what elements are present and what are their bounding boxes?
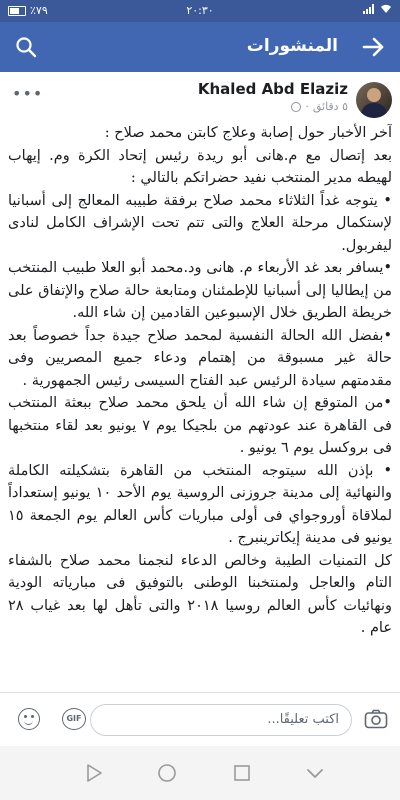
post-paragraph: •من المتوقع إن شاء الله أن يلحق محمد صلاح ببعثة المنتخب فى القاهرة عند عودتهم من بلجيكا يوم ٧ يونيو بعد لقاء منتخبها فى بروكسل يوم ٦ يونيو . (8, 395, 392, 456)
signal-icon (363, 4, 374, 14)
search-icon[interactable] (14, 35, 38, 59)
post-header (0, 72, 400, 124)
post-paragraph: كل التمنيات الطيبة وخالص الدعاء لنجمنا محمد صلاح بالشفاء التام والعاجل ولمنتخبنا الوطنى بالتوفيق فى مبارياته الودية ونهائيات كأس العالم روسيا ٢٠١٨ والتى تأهل لها بعد غياب ٢٨ عام . (8, 552, 392, 636)
status-time: ٢٠:٣٠ (186, 4, 214, 17)
system-nav-bar (0, 746, 400, 800)
status-bar (0, 0, 400, 22)
recent-apps-icon[interactable] (232, 763, 252, 783)
post-meta: ٥ دقائق · (291, 100, 348, 113)
wifi-icon (380, 4, 392, 14)
post-paragraph: •يسافر بعد غد الأربعاء م. هانى ود.محمد أبو العلا طبيب المنتخب من إيطاليا إلى أسبانيا للإطمئنان ومتابعة حالة صلاح والإتفاق على خريطة الطريق خلال الإسبوعين القادمين إن شاء الله. (8, 260, 392, 321)
post-paragraph: آخر الأخبار حول إصابة وعلاج كابتن محمد صلاح : (104, 125, 392, 141)
app-bar (0, 22, 400, 72)
post-paragraph: بعد إتصال مع م.هانى أبو ريدة رئيس إتحاد الكرة وم. إيهاب لهيطه مدير المنتخب نفيد حضراتكم بالتالي : (8, 147, 392, 186)
comment-bar (0, 692, 400, 747)
play-triangle-icon[interactable] (84, 763, 104, 783)
post-paragraph: •بفضل الله الحالة النفسية لمحمد صلاح جيدة جداً خصوصاً بعد حالة غير مسبوقة من إهتمام ودعاء جميع المصريين وفى مقدمتهم سيادة الرئيس عبد الفتاح السيسى رئيس الجمهورية . (8, 327, 392, 389)
home-circle-icon[interactable] (157, 763, 177, 783)
post-time: ٥ دقائق (312, 100, 348, 113)
globe-icon (291, 102, 301, 112)
status-right (363, 4, 392, 14)
page-title: المنشورات (246, 36, 338, 56)
comment-input[interactable]: اكتب تعليقًا... (90, 704, 352, 736)
post-paragraph: • يتوجه غداً الثلاثاء محمد صلاح برفقة طبيبه المعالج إلى أسبانيا لإستكمال مرحلة العلاج والتى تتم تحت الإشراف الكامل لنادى ليفربول. (8, 192, 392, 254)
avatar[interactable] (356, 82, 392, 118)
camera-icon[interactable] (364, 709, 388, 729)
arrow-back-icon[interactable] (360, 34, 386, 60)
gif-icon[interactable]: GIF (62, 708, 86, 730)
menu-down-icon[interactable] (305, 763, 325, 783)
post-author[interactable]: Khaled Abd Elaziz (197, 80, 348, 98)
battery-level: ٪٧٩ (30, 4, 48, 17)
post-paragraph: • بإذن الله سيتوجه المنتخب من القاهرة بتشكيلته الكاملة والنهائية إلى مدينة جروزنى الروسية يوم الأحد ١٠ يونيو إستعداداً لملاقاة أوروجواي فى أولى مباريات كأس العالم يوم الجمعة ١٥ يونيو فى مدينة إيكاترينبرج . (8, 462, 392, 546)
more-options-icon[interactable]: ••• (12, 84, 44, 103)
emoji-icon[interactable] (18, 708, 40, 730)
post-body (8, 122, 392, 692)
